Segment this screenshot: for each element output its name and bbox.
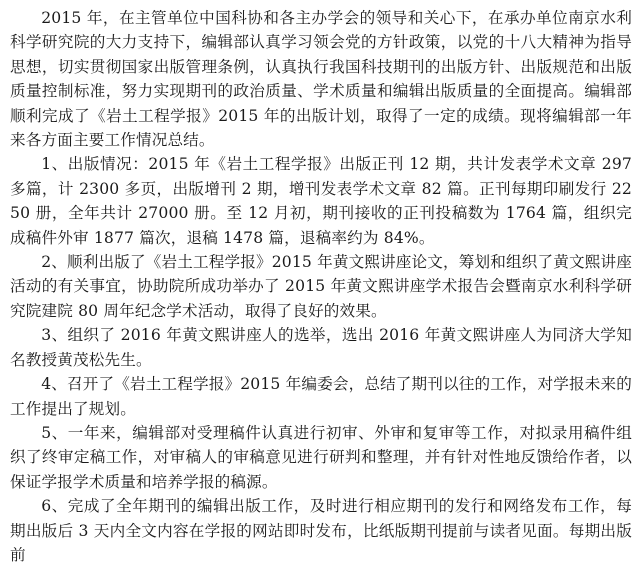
item-4-editorial-board-paragraph: 4、召开了《岩土工程学报》2015 年编委会，总结了期刊以往的工作，对学报未来的工作提出了规划。 <box>10 375 632 418</box>
item-6-publishing-paragraph: 6、完成了全年期刊的编辑出版工作，及时进行相应期刊的发行和网络发布工作，每期出版后 3 天内全文内容在学报的网站即时发布，比纸版期刊提前与读者见面。每期出版前 <box>10 497 632 564</box>
item-5-review-paragraph: 5、一年来，编辑部对受理稿件认真进行初审、外审和复审等工作，对拟录用稿件组织了终审定稿工作，对审稿人的审稿意见进行研判和整理，并有针对性地反馈给作者，以保证学报学术质量和培养学报的稿源。 <box>10 423 632 491</box>
item-1-publication-paragraph: 1、出版情况：2015 年《岩土工程学报》出版正刊 12 期，共计发表学术文章 297 多篇，计 2300 多页，出版增刊 2 期，增刊发表学术文章 82 篇。正刊每期印刷发行 2250 册，全年共计 27000 册。至 12 月初，期刊接收的正刊投稿数为 1764 篇，组织完成稿件外审 1877 篇次，退稿 1478 篇，退稿率约为 84%。 <box>10 155 632 247</box>
intro-paragraph: 2015 年，在主管单位中国科协和各主办学会的领导和关心下，在承办单位南京水利科学研究院的大力支持下，编辑部认真学习领会党的方针政策，以党的十八大精神为指导思想，切实贯彻国家出版管理条例，认真执行我国科技期刊的出版方针、出版规范和出版质量控制标准，努力实现期刊的政治质量、学术质量和编辑出版质量的全面提高。编辑部顺利完成了《岩土工程学报》2015 年的出版计划，取得了一定的成绩。现将编辑部一年来各方面主要工作情况总结。 <box>10 9 632 150</box>
item-3-lecturer-election-paragraph: 3、组织了 2016 年黄文熙讲座人的选举，选出 2016 年黄文熙讲座人为同济大学知名教授黄茂松先生。 <box>10 326 632 369</box>
item-2-lecture-paper-paragraph: 2、顺利出版了《岩土工程学报》2015 年黄文熙讲座论文，筹划和组织了黄文熙讲座活动的有关事宜，协助院所成功举办了 2015 年黄文熙讲座学术报告会暨南京水利科学研究院建院 80 周年纪念学术活动，取得了良好的效果。 <box>10 253 632 320</box>
